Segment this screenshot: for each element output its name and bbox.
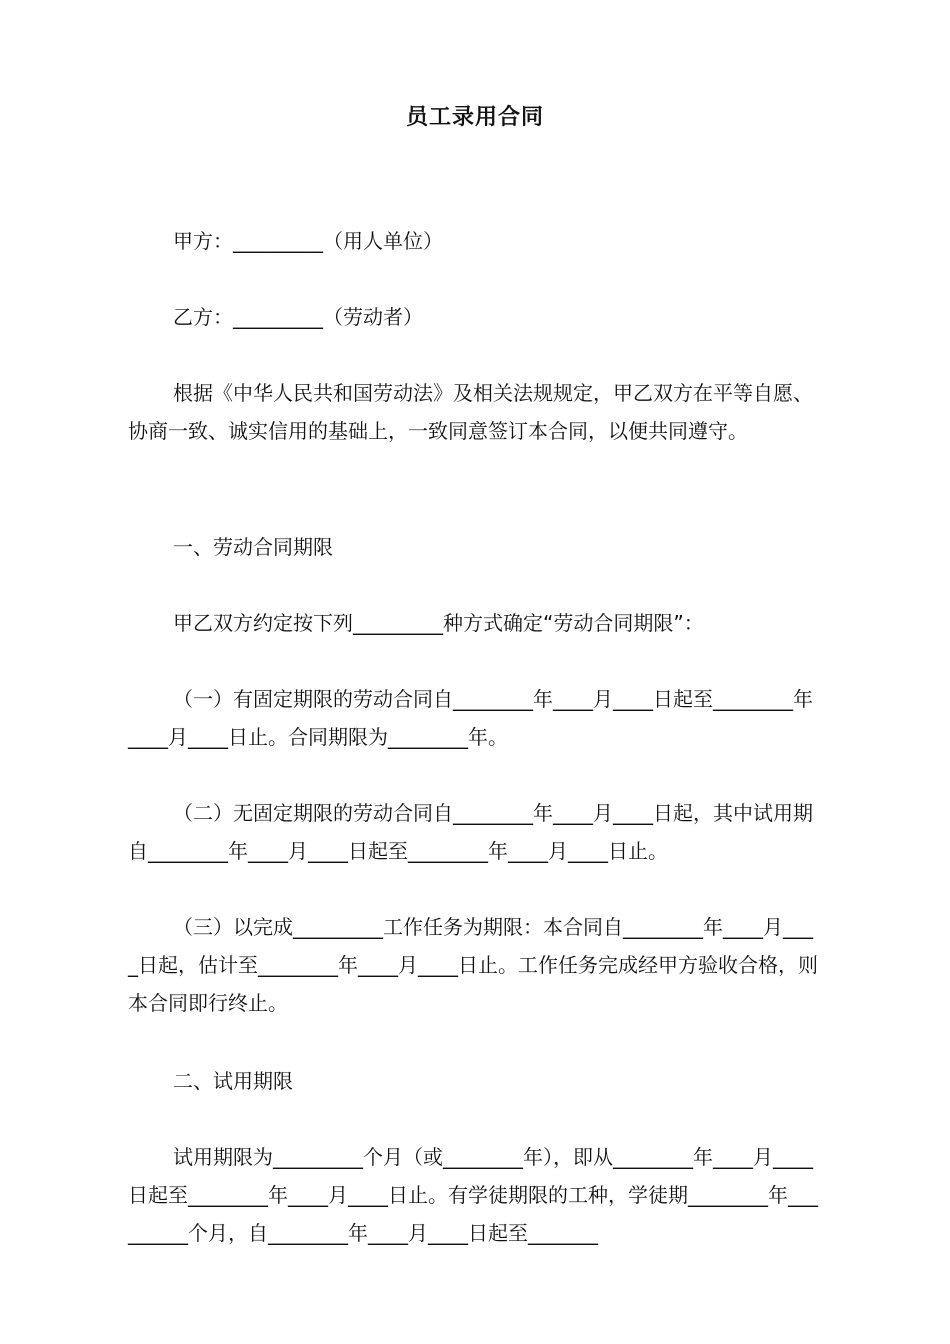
section-heading-1: 一、劳动合同期限	[173, 535, 333, 559]
section-heading-2: 二、试用期限	[173, 1069, 293, 1093]
probation-paragraph: 试用期限为_________个月（或________年），即从________年____月____日起至________年____月____日止。有学徒期限的工种，学徒期________年_________个月，自________年____月____日起至_______	[128, 1145, 818, 1245]
party-b-line: 乙方：_________（劳动者）	[173, 305, 423, 329]
party-a-line: 甲方：_________（用人单位）	[173, 229, 443, 253]
term-method-line: 甲乙双方约定按下列_________种方式确定“劳动合同期限”：	[173, 611, 704, 635]
clause-task-term: （三）以完成_________工作任务为期限：本合同自________年____月____日起，估计至________年____月____日止。工作任务完成经甲方验收合格，则本合同即行终止。	[128, 915, 818, 1015]
clause-fixed-term: （一）有固定期限的劳动合同自________年____月____日起至________年____月____日止。合同期限为________年。	[128, 687, 813, 749]
preamble-paragraph: 根据《中华人民共和国劳动法》及相关法规规定，甲乙双方在平等自愿、协商一致、诚实信用的基础上，一致同意签订本合同，以便共同遵守。	[128, 381, 813, 443]
clause-open-term: （二）无固定期限的劳动合同自________年____月____日起，其中试用期自________年____月____日起至________年____月____日止。	[128, 801, 813, 863]
document-title: 员工录用合同	[405, 105, 544, 130]
